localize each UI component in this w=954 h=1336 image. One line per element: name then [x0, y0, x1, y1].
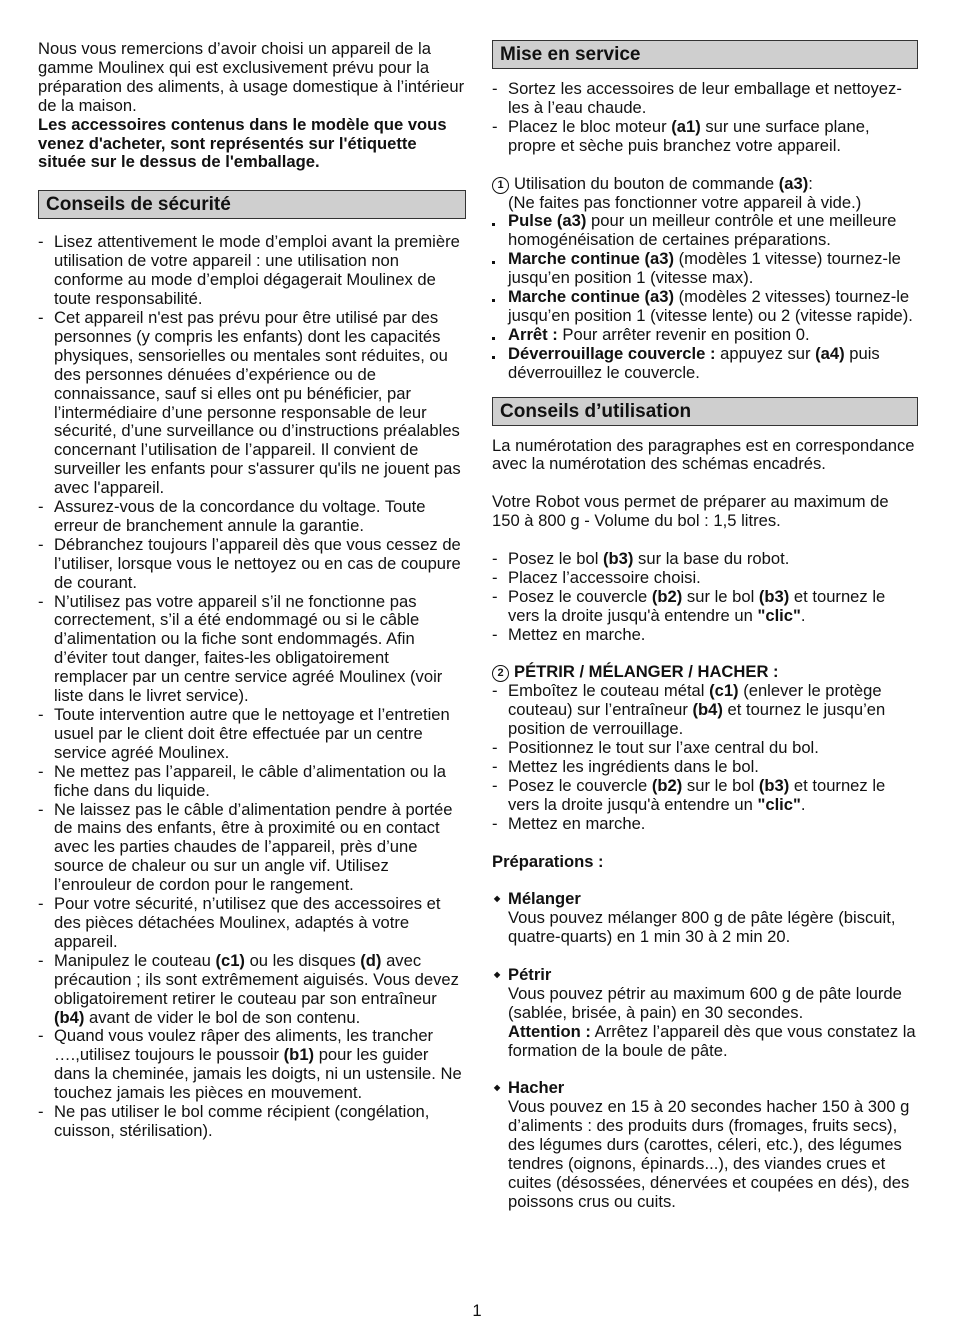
list-item — [38, 1027, 466, 1103]
section-header-utilisation: Conseils d’utilisation — [492, 397, 918, 426]
list-item: - Mettez les ingrédients dans le bol. — [492, 758, 918, 777]
ref: (b3) — [603, 548, 634, 568]
list-item: - Cet appareil n'est pas prévu pour être utilisé par des personnes (y compris les enfants) dont les capacités physiques, sensorielles ou mentales sont réduites, ou des personnes dénuées d’expérience ou de connaissance, sauf si elles ont pu bénéficier, par l’intermédiaire d’une personne responsable de leur sécurité, d’une surveillance ou d’instructions préalables concernant l’utilisation de l’appareil. Il convient de surveiller les enfants pour s'assurer qu'ils ne jouent pas avec l'appareil. — [38, 309, 466, 498]
hacher-title: ◆ Hacher — [492, 1079, 918, 1098]
ref: (b2) — [651, 586, 683, 606]
list-item: - Placez l’accessoire choisi. — [492, 569, 918, 588]
list-item: - N’utilisez pas votre appareil s’il ne fonctionne pas correctement, s’il a été endommagé ou si le câble d’alimentation ou la fiche sont endommagés. Afin d’éviter tout danger, faites-les obligatoirement remplacer par un centre service agréé Moulinex (voir liste dans le livret service). — [38, 593, 466, 706]
mise-list — [492, 80, 918, 156]
list-item: - Ne pas utiliser le bol comme récipient (congélation, cuisson, stérilisation). — [38, 1103, 466, 1141]
text: Utilisation du bouton de commande — [514, 173, 779, 193]
melanger-text: Vous pouvez mélanger 800 g de pâte légère (biscuit, quatre-quarts) en 1 min 30 à 2 min 20. — [508, 908, 896, 947]
text: ou les disques — [244, 950, 361, 970]
melanger-title: ◆ Mélanger — [492, 890, 918, 909]
list-item: - Ne laissez pas le câble d’alimentation pendre à portée de mains des enfants, être à proximité ou en contact avec les parties chaudes de l’appareil, près d’une source de chaleur ou sur un angle vif. Utilisez l’enrouleur de cordon pour le rangement. — [38, 801, 466, 896]
section-header-securite: Conseils de sécurité — [38, 190, 466, 219]
ref: (b4) — [54, 1007, 85, 1027]
list-item — [492, 118, 918, 156]
text: et tournez le jusqu’en position de verrouillage. — [508, 700, 886, 739]
petrir-steps — [492, 682, 918, 833]
square-bullet-icon — [492, 337, 495, 340]
page-number: 1 — [472, 1301, 482, 1320]
text: sur le bol — [682, 586, 759, 606]
petrir-title: ◆ Pétrir — [492, 966, 918, 985]
text: Manipulez le couteau — [54, 950, 216, 970]
list-item: - Assurez-vous de la concordance du voltage. Toute erreur de branchement annule la garantie. — [38, 498, 466, 536]
label: Arrêt : — [508, 324, 558, 344]
ref: (a4) — [815, 343, 845, 363]
utilisation-p1: La numérotation des paragraphes est en correspondance avec la numérotation des schémas encadrés. — [492, 435, 915, 474]
left-column — [38, 40, 466, 1141]
text: sur une surface plane, propre et sèche puis branchez votre appareil. — [508, 116, 870, 155]
ref: "clic" — [757, 794, 801, 814]
ref: (a3) — [778, 173, 809, 193]
bouton-note: (Ne faites pas fonctionner votre appareil à vide.) — [508, 192, 862, 212]
preparations-heading: Préparations : — [492, 851, 604, 871]
number-one-icon: 1 — [492, 177, 509, 194]
text: (modèles 1 vitesse) tournez-le jusqu’en position 1 (vitesse max). — [508, 249, 901, 288]
list-item: - Sortez les accessoires de leur emballage et nettoyez-les à l’eau chaude. — [492, 80, 918, 118]
list-item — [492, 682, 918, 739]
label: Déverrouillage couvercle : — [508, 343, 716, 363]
list-item — [492, 777, 918, 815]
intro-bold-text: Les accessoires contenus dans le modèle que vous venez d'acheter, sont représentés sur l'étiquette située sur le dessus de l'emballage. — [38, 114, 447, 172]
petrir-text: Vous pouvez pétrir au maximum 600 g de pâte lourde (sablée, brisée, à pain) en 30 secondes. — [508, 983, 902, 1022]
list-item: - Toute intervention autre que le nettoyage et l’entretien usuel par le client doit être effectuée par un centre service agréé Moulinex. — [38, 706, 466, 763]
securite-list — [38, 233, 466, 1141]
ref: (c1) — [709, 681, 739, 701]
petrir-heading — [492, 663, 918, 682]
list-item: - Mettez en marche. — [492, 815, 918, 834]
ref: (a1) — [671, 116, 701, 136]
text: sur la base du robot. — [633, 548, 790, 568]
list-item: - Mettez en marche. — [492, 626, 918, 645]
label: Marche continue (a3) — [508, 249, 674, 269]
list-item — [492, 588, 918, 626]
section-header-mise-en-service: Mise en service — [492, 40, 918, 69]
ref: "clic" — [757, 605, 801, 625]
ref: (c1) — [215, 950, 245, 970]
text: avec précaution ; ils sont extrêmement aiguisés. Vous devez obligatoirement retirer le couteau par son entraîneur — [54, 950, 459, 1008]
deverrouillage-item — [492, 345, 918, 383]
attention-text: Arrêtez l’appareil dès que vous constatez la formation de la boule de pâte. — [508, 1021, 916, 1060]
square-bullet-icon — [492, 223, 495, 226]
bouton-commande — [492, 175, 918, 194]
text: Posez le couvercle — [508, 586, 652, 606]
text: : — [808, 173, 813, 193]
text: avant de vider le bol de son contenu. — [84, 1007, 361, 1027]
text: puis déverrouillez le couvercle. — [508, 343, 880, 382]
text: Posez le bol — [508, 548, 604, 568]
list-item: - Ne mettez pas l’appareil, le câble d’alimentation ou la fiche dans du liquide. — [38, 763, 466, 801]
text: et tournez le vers la droite jusqu'à entendre un — [508, 775, 886, 814]
text: et tournez le vers la droite jusqu'à entendre un — [508, 586, 886, 625]
text: Posez le couvercle — [508, 775, 652, 795]
square-bullet-icon — [492, 356, 495, 359]
square-bullet-icon — [492, 261, 495, 264]
number-two-icon: 2 — [492, 665, 509, 682]
ref: (b4) — [692, 700, 723, 720]
intro-text: Nous vous remercions d’avoir choisi un appareil de la gamme Moulinex qui est exclusivement prévu pour la préparation des aliments, à usage domestique à l’intérieur de la maison. — [38, 39, 465, 115]
ref: (d) — [360, 950, 382, 970]
text: Pour arrêter revenir en position 0. — [557, 324, 810, 344]
text: PÉTRIR / MÉLANGER / HACHER : — [514, 662, 779, 682]
utilisation-steps — [492, 550, 918, 645]
text: Placez le bloc moteur — [508, 116, 672, 136]
text: pour les guider dans la cheminée, jamais les doigts, ni un ustensile. Ne touchez jamais les pièces en mouvement. — [54, 1045, 462, 1103]
pulse-item — [492, 212, 918, 250]
text: Emboîtez le couteau métal — [508, 681, 710, 701]
text: . — [800, 794, 806, 814]
ref: (b1) — [283, 1045, 315, 1065]
right-column — [492, 40, 918, 1212]
text: (enlever le protège couteau) sur l’entraîneur — [508, 681, 882, 720]
text: sur le bol — [682, 775, 759, 795]
list-item: - Pour votre sécurité, n’utilisez que des accessoires et des pièces détachées Moulinex, adaptés à votre appareil. — [38, 895, 466, 952]
arret-item — [492, 326, 918, 345]
text: (modèles 2 vitesses) tournez-le jusqu’en position 1 (vitesse lente) ou 2 (vitesse rapide). — [508, 287, 913, 325]
label: Pulse (a3) — [508, 211, 587, 231]
square-bullet-icon — [492, 299, 495, 302]
label: Marche continue (a3) — [508, 287, 674, 307]
text: appuyez sur — [715, 343, 816, 363]
marche1-item — [492, 250, 918, 288]
list-item — [492, 550, 918, 569]
list-item: - Lisez attentivement le mode d’emploi avant la première utilisation de votre appareil : une utilisation non conforme au mode d’emploi dégagerait Moulinex de toute responsabilité. — [38, 233, 466, 309]
attention-note — [492, 1023, 918, 1061]
list-item: - Positionnez le tout sur l’axe central du bol. — [492, 739, 918, 758]
attention-label: Attention : — [508, 1021, 591, 1041]
ref: (b2) — [651, 775, 683, 795]
hacher-text: Vous pouvez en 15 à 20 secondes hacher 150 à 300 g d’aliments : des produits durs (fromages, fruits secs), des légumes durs (carottes, céleri, etc.), des légumes tendres (oignons, épinards...), des viandes crues et cuites (désossées, dénervées et coupées en dés), des poissons crus ou cuits. — [508, 1097, 910, 1211]
text: . — [800, 605, 806, 625]
marche2-item — [492, 288, 918, 326]
text: pour un meilleur contrôle et une meilleure homogénéisation de certaines préparations. — [508, 211, 897, 250]
ref: (b3) — [758, 775, 790, 795]
utilisation-p2: Votre Robot vous permet de préparer au maximum de 150 à 800 g - Volume du bol : 1,5 litres. — [492, 492, 889, 531]
ref: (b3) — [758, 586, 790, 606]
list-item — [38, 952, 466, 1028]
text: Quand vous voulez râper des aliments, les trancher ….,utilisez toujours le poussoir — [54, 1026, 434, 1065]
list-item: - Débranchez toujours l’appareil dès que vous cessez de l’utiliser, lorsque vous le nettoyez ou en cas de coupure de courant. — [38, 536, 466, 593]
